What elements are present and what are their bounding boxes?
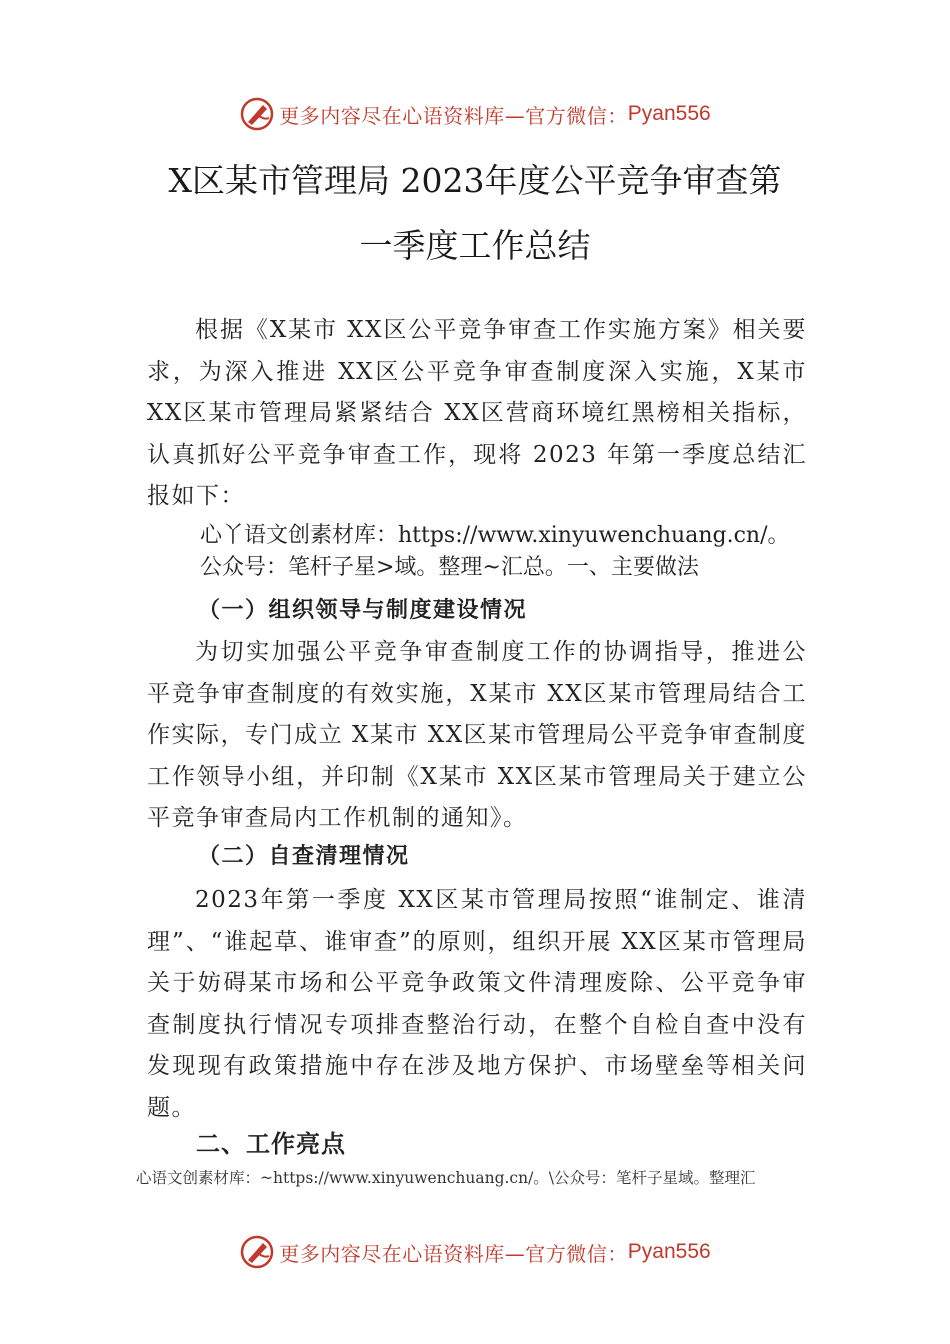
header-banner: [0, 94, 950, 134]
highlights-heading: 二、工作亮点: [196, 1130, 346, 1158]
pen-seal-icon: [239, 96, 275, 132]
wechat-id: Pyan556: [627, 1240, 711, 1263]
section1-body: 为切实加强公平竞争审查制度工作的协调指导，推进公平竞争审查制度的有效实施，X某市 XX区某市管理局结合工作实际，专门成立 X某市 XX区某市管理局公平竞争审查制度工作领导小组，并印制《X某市 XX区某市管理局关于建立公平竞争审查局内工作机制的通知》。: [147, 639, 807, 831]
banner-text: 更多内容尽在心语资料库—官方微信：: [279, 103, 628, 128]
footer-source-line: 心语文创素材库：~https://www.xinyuwenchuang.cn/。\公众号：笔杆子星域。整理汇: [136, 1169, 756, 1187]
section2-heading: （二）自查清理情况: [198, 843, 410, 869]
document-title-line2: 一季度工作总结: [359, 226, 591, 265]
intro-paragraph: 根据《X某市 XX区公平竞争审查工作实施方案》相关要求，为深入推进 XX区公平竞争审查制度深入实施，X某市 XX区某市管理局紧紧结合 XX区营商环境红黑榜相关指标，认真抓好公平竞争审查工作，现将 2023 年第一季度总结汇报如下：: [147, 317, 807, 509]
source-line-2: 公众号：笔杆子星>域。整理~汇总。一、主要做法: [200, 555, 699, 580]
wechat-id: Pyan556: [627, 102, 711, 125]
pen-seal-icon: [239, 1234, 275, 1270]
source-line-1: 心丫语文创素材库：https://www.xinyuwenchuang.cn/。: [200, 523, 790, 548]
section1-heading: （一）组织领导与制度建设情况: [198, 597, 528, 623]
footer-banner: [0, 1232, 950, 1272]
document-title-line1: X区某市管理局 2023年度公平竞争审查第: [168, 161, 782, 200]
section2-body: 2023年第一季度 XX区某市管理局按照“谁制定、谁清理”、“谁起草、谁审查”的原则，组织开展 XX区某市管理局关于妨碍某市场和公平竞争政策文件清理废除、公平竞争审查制度执行情况专项排查整治行动，在整个自检自查中没有发现现有政策措施中存在涉及地方保护、市场壁垒等相关问题。: [147, 887, 807, 1121]
banner-text: 更多内容尽在心语资料库—官方微信：: [279, 1241, 628, 1266]
